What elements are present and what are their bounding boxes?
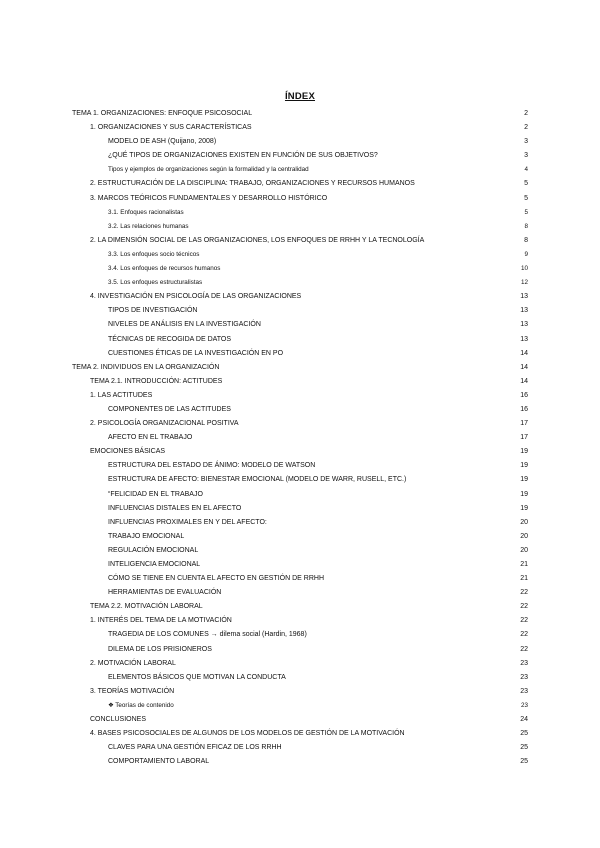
toc-entry[interactable]	[72, 713, 528, 727]
toc-entry-title: INFLUENCIAS DISTALES EN EL AFECTO	[108, 504, 242, 512]
toc-entry-page: 3	[524, 138, 528, 146]
toc-entry-page: 17	[520, 434, 528, 442]
toc-entry[interactable]	[72, 135, 528, 149]
toc-entry-title: MODELO DE ASH (Quijano, 2008)	[108, 138, 217, 146]
toc-entry[interactable]	[72, 516, 528, 530]
toc-entry[interactable]	[72, 361, 528, 375]
toc-entry[interactable]	[72, 445, 528, 459]
toc-entry-title: CUESTIONES ÉTICAS DE LA INVESTIGACIÓN EN PO	[108, 349, 284, 357]
toc-entry[interactable]	[72, 558, 528, 572]
toc-entry[interactable]	[72, 304, 528, 318]
toc-entry-title: 1. LAS ACTITUDES	[90, 391, 153, 399]
toc-entry-page: 8	[524, 236, 528, 244]
toc-entry[interactable]	[72, 586, 528, 600]
toc-entry[interactable]	[72, 727, 528, 741]
toc-entry[interactable]	[72, 459, 528, 473]
toc-entry-page: 22	[520, 617, 528, 625]
toc-entry[interactable]	[72, 431, 528, 445]
toc-entry-title: 4. BASES PSICOSOCIALES DE ALGUNOS DE LOS MODELOS DE GESTIÓN DE LA MOTIVACIÓN	[90, 730, 405, 738]
toc-entry-page: 3	[524, 152, 528, 160]
toc-entry-page: 19	[520, 476, 528, 484]
toc-entry-title: REGULACIÓN EMOCIONAL	[108, 546, 199, 554]
toc-entry-title: 2. ESTRUCTURACIÓN DE LA DISCIPLINA: TRABAJO, ORGANIZACIONES Y RECURSOS HUMANOS	[90, 180, 415, 188]
toc-entry-title: 3.3. Los enfoques socio técnicos	[108, 250, 200, 258]
table-of-contents	[72, 107, 528, 769]
toc-entry[interactable]	[72, 657, 528, 671]
toc-entry-page: 23	[520, 701, 528, 709]
toc-entry[interactable]	[72, 389, 528, 403]
toc-entry-title: NIVELES DE ANÁLISIS EN LA INVESTIGACIÓN	[108, 321, 261, 329]
toc-entry-title: 3. MARCOS TEÓRICOS FUNDAMENTALES Y DESARROLLO HISTÓRICO	[90, 194, 328, 202]
toc-entry-title: 1. ORGANIZACIONES Y SUS CARACTERÍSTICAS	[90, 124, 252, 132]
toc-entry-title: 2. MOTIVACIÓN LABORAL	[90, 659, 176, 667]
toc-entry-page: 19	[520, 448, 528, 456]
toc-entry[interactable]	[72, 234, 528, 248]
toc-entry[interactable]	[72, 755, 528, 769]
toc-entry-page: 14	[520, 377, 528, 385]
toc-entry-title: TÉCNICAS DE RECOGIDA DE DATOS	[108, 335, 232, 343]
toc-entry-title: INTELIGENCIA EMOCIONAL	[108, 561, 201, 568]
toc-entry-page: 13	[520, 307, 528, 315]
toc-entry-title: 2. PSICOLOGÍA ORGANIZACIONAL POSITIVA	[90, 420, 239, 428]
toc-entry-title: 3. TEORÍAS MOTIVACIÓN	[90, 687, 175, 695]
toc-entry-page: 13	[520, 293, 528, 301]
toc-entry-page: 23	[520, 673, 528, 681]
toc-entry-title: INFLUENCIAS PROXIMALES EN Y DEL AFECTO:	[108, 518, 267, 526]
toc-entry-page: 12	[520, 279, 528, 287]
toc-entry-page: 21	[520, 561, 528, 568]
toc-entry[interactable]	[72, 473, 528, 487]
toc-entry-title: TEMA 2.1. INTRODUCCIÓN: ACTITUDES	[90, 377, 223, 385]
toc-entry-page: 21	[520, 575, 528, 583]
toc-entry-page: 22	[520, 589, 528, 597]
toc-entry[interactable]	[72, 220, 528, 234]
toc-entry[interactable]	[72, 177, 528, 191]
toc-entry-page: 17	[520, 420, 528, 428]
toc-entry[interactable]	[72, 347, 528, 361]
toc-entry-page: 16	[520, 405, 528, 413]
toc-entry-page: 14	[520, 363, 528, 371]
toc-entry-title: CONCLUSIONES	[90, 716, 147, 724]
toc-entry-title: COMPORTAMIENTO LABORAL	[108, 758, 210, 766]
toc-entry-title: ESTRUCTURA DEL ESTADO DE ÁNIMO: MODELO DE WATSON	[108, 462, 316, 470]
toc-entry-page: 16	[520, 391, 528, 399]
toc-entry-page: 20	[520, 532, 528, 540]
toc-entry-title: Tipos y ejemplos de organizaciones según la formalidad y la centralidad	[108, 166, 309, 174]
toc-entry-page: 22	[520, 631, 528, 639]
toc-entry[interactable]	[72, 318, 528, 332]
toc-entry-page: 5	[524, 194, 528, 202]
toc-entry-title: DILEMA DE LOS PRISIONEROS	[108, 645, 212, 653]
toc-entry[interactable]	[72, 206, 528, 220]
toc-entry-title: TIPOS DE INVESTIGACIÓN	[108, 307, 198, 315]
toc-entry-page: 14	[520, 349, 528, 357]
toc-entry-page: 25	[520, 744, 528, 752]
toc-entry[interactable]	[72, 572, 528, 586]
toc-entry-title: TRAGEDIA DE LOS COMUNES → dilema social (Hardin, 1968)	[108, 631, 307, 639]
toc-entry[interactable]	[72, 248, 528, 262]
toc-entry-title: 3.2. Las relaciones humanas	[108, 222, 189, 230]
toc-entry[interactable]	[72, 192, 528, 206]
toc-entry-page: 25	[520, 730, 528, 738]
toc-entry-page: 5	[524, 208, 528, 216]
toc-entry-title: TEMA 2. INDIVIDUOS EN LA ORGANIZACIÓN	[72, 363, 220, 371]
toc-entry[interactable]	[72, 544, 528, 558]
toc-entry-page: 5	[524, 180, 528, 188]
toc-entry[interactable]	[72, 628, 528, 642]
toc-entry[interactable]	[72, 502, 528, 516]
toc-entry-page: 22	[520, 645, 528, 653]
toc-entry-title: EMOCIONES BÁSICAS	[90, 448, 166, 456]
toc-entry-title: ESTRUCTURA DE AFECTO: BIENESTAR EMOCIONAL (MODELO DE WARR, RUSELL, ETC.)	[108, 476, 407, 484]
toc-entry[interactable]	[72, 685, 528, 699]
toc-entry-page: 25	[520, 758, 528, 766]
toc-entry-title: CLAVES PARA UNA GESTIÓN EFICAZ DE LOS RRHH	[108, 744, 282, 752]
toc-entry-title: 2. LA DIMENSIÓN SOCIAL DE LAS ORGANIZACIONES, LOS ENFOQUES DE RRHH Y LA TECNOLOGÍA	[90, 236, 425, 244]
toc-entry-page: 19	[520, 490, 528, 498]
toc-entry-title: CÓMO SE TIENE EN CUENTA EL AFECTO EN GESTIÓN DE RRHH	[108, 575, 324, 583]
toc-entry-page: 24	[520, 716, 528, 724]
toc-entry-title: ELEMENTOS BÁSICOS QUE MOTIVAN LA CONDUCTA	[108, 673, 286, 681]
toc-entry[interactable]	[72, 290, 528, 304]
toc-entry[interactable]	[72, 671, 528, 685]
toc-entry-page: 19	[520, 504, 528, 512]
toc-entry[interactable]	[72, 375, 528, 389]
toc-entry-title: ❖ Teorías de contenido	[108, 701, 174, 709]
toc-entry-page: 19	[520, 462, 528, 470]
toc-entry-title: ¿QUÉ TIPOS DE ORGANIZACIONES EXISTEN EN FUNCIÓN DE SUS OBJETIVOS?	[108, 152, 378, 160]
toc-entry-page: 23	[520, 659, 528, 667]
toc-entry[interactable]	[72, 741, 528, 755]
toc-entry[interactable]	[72, 600, 528, 614]
toc-entry[interactable]	[72, 276, 528, 290]
toc-entry-page: 8	[524, 222, 528, 230]
toc-entry-page: 20	[520, 518, 528, 526]
toc-entry-title: 3.4. Los enfoques de recursos humanos	[108, 265, 221, 273]
toc-entry-page: 13	[520, 335, 528, 343]
toc-entry[interactable]	[72, 163, 528, 177]
toc-entry[interactable]	[72, 262, 528, 276]
toc-entry[interactable]	[72, 121, 528, 135]
toc-entry-page: 22	[520, 603, 528, 611]
toc-entry[interactable]	[72, 699, 528, 713]
toc-entry-page: 13	[520, 321, 528, 329]
toc-entry-page: 4	[524, 166, 528, 174]
toc-entry-title: TEMA 2.2. MOTIVACIÓN LABORAL	[90, 603, 203, 611]
toc-entry-title: 4. INVESTIGACIÓN EN PSICOLOGÍA DE LAS ORGANIZACIONES	[90, 293, 302, 301]
toc-entry-title: 3.5. Los enfoques estructuralistas	[108, 279, 203, 287]
toc-entry[interactable]	[72, 530, 528, 544]
toc-entry[interactable]	[72, 614, 528, 628]
toc-entry-title: HERRAMIENTAS DE EVALUACIÓN	[108, 589, 222, 597]
toc-entry-title: COMPONENTES DE LAS ACTITUDES	[108, 405, 231, 413]
toc-entry-page: 2	[524, 110, 528, 117]
toc-entry[interactable]	[72, 403, 528, 417]
toc-entry-title: TRABAJO EMOCIONAL	[108, 532, 185, 540]
toc-entry-title: AFECTO EN EL TRABAJO	[108, 434, 193, 442]
toc-entry-title: 1. INTERÉS DEL TEMA DE LA MOTIVACIÓN	[90, 617, 232, 625]
toc-entry-page: 9	[524, 250, 528, 258]
toc-entry[interactable]	[72, 333, 528, 347]
toc-entry-page: 20	[520, 546, 528, 554]
toc-entry[interactable]	[72, 149, 528, 163]
toc-entry-page: 23	[520, 687, 528, 695]
toc-entry-title: 3.1. Enfoques racionalistas	[108, 208, 184, 216]
toc-entry[interactable]	[72, 643, 528, 657]
toc-entry-page: 10	[520, 265, 528, 273]
toc-entry[interactable]	[72, 107, 528, 121]
toc-entry-title: TEMA 1. ORGANIZACIONES: ENFOQUE PSICOSOCIAL	[72, 110, 253, 117]
toc-entry[interactable]	[72, 488, 528, 502]
toc-entry[interactable]	[72, 417, 528, 431]
index-title: ÍNDEX	[284, 91, 316, 102]
toc-entry-page: 2	[524, 124, 528, 132]
toc-entry-title: “FELICIDAD EN EL TRABAJO	[108, 490, 203, 498]
